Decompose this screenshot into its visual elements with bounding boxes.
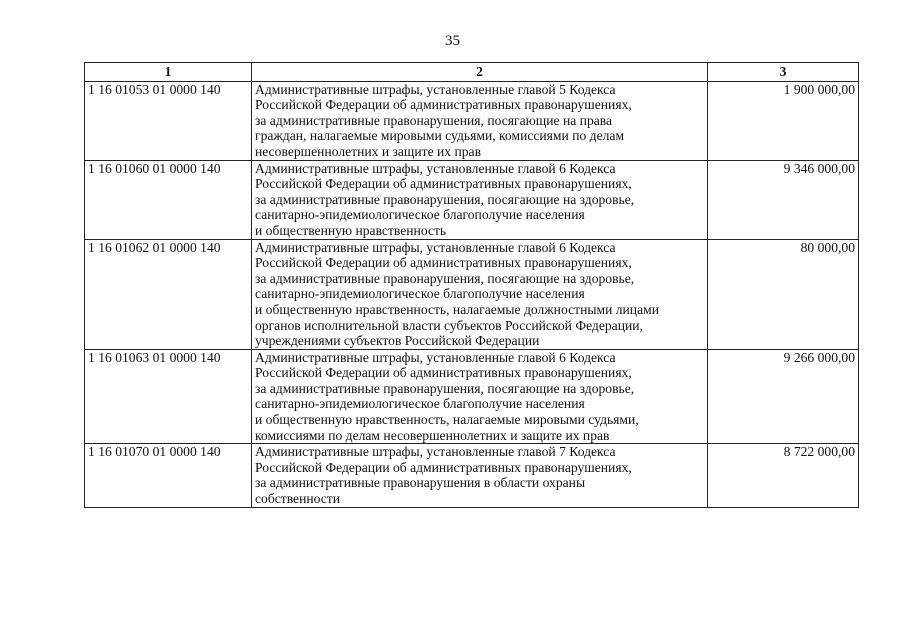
description-cell: [252, 160, 708, 239]
code-cell: 1 16 01063 01 0000 140: [85, 349, 252, 444]
description-line: учреждениями субъектов Российской Федерации: [255, 333, 540, 349]
header-col-1: 1: [85, 63, 252, 82]
description-line: Российской Федерации об административных правонарушениях,: [255, 176, 632, 192]
description-line: Российской Федерации об административных правонарушениях,: [255, 365, 632, 381]
description-line: Российской Федерации об административных правонарушениях,: [255, 97, 632, 113]
header-col-3: 3: [708, 63, 859, 82]
code-cell: 1 16 01062 01 0000 140: [85, 239, 252, 349]
description-line: санитарно-эпидемиологическое благополучие населения: [255, 207, 585, 223]
description-line: за административные правонарушения, посягающие на здоровье,: [255, 380, 635, 396]
description-line: за административные правонарушения, посягающие на права: [255, 112, 613, 128]
code-cell: 1 16 01053 01 0000 140: [85, 81, 252, 160]
description-line: за административные правонарушения, посягающие на здоровье,: [255, 270, 635, 286]
code-cell: 1 16 01070 01 0000 140: [85, 444, 252, 507]
description-cell: [252, 239, 708, 349]
description-line: и общественную нравственность: [255, 222, 447, 238]
amount-cell: 9 266 000,00: [708, 349, 859, 444]
header-col-2: 2: [252, 63, 708, 82]
amount-cell: 1 900 000,00: [708, 81, 859, 160]
code-cell: 1 16 01060 01 0000 140: [85, 160, 252, 239]
description-line: Российской Федерации об административных правонарушениях,: [255, 255, 632, 271]
table-row: [85, 81, 859, 160]
amount-cell: 80 000,00: [708, 239, 859, 349]
description-cell: [252, 349, 708, 444]
description-line: Административные штрафы, установленные главой 5 Кодекса: [255, 81, 616, 97]
description-line: Административные штрафы, установленные главой 6 Кодекса: [255, 160, 616, 176]
description-line: Российской Федерации об административных правонарушениях,: [255, 459, 632, 475]
description-line: Административные штрафы, установленные главой 6 Кодекса: [255, 239, 616, 255]
table-row: [85, 444, 859, 507]
description-cell: [252, 444, 708, 507]
budget-table: [84, 62, 859, 508]
description-line: комиссиями по делам несовершеннолетних и защите их прав: [255, 427, 610, 443]
table-header-row: [85, 63, 859, 82]
amount-cell: 8 722 000,00: [708, 444, 859, 507]
table-row: [85, 239, 859, 349]
table-row: [85, 349, 859, 444]
description-line: собственности: [255, 491, 341, 507]
page-number: 35: [445, 33, 460, 49]
description-line: несовершеннолетних и защите их прав: [255, 143, 482, 159]
description-line: Административные штрафы, установленные главой 7 Кодекса: [255, 444, 616, 460]
description-line: за административные правонарушения, посягающие на здоровье,: [255, 191, 635, 207]
description-line: Административные штрафы, установленные главой 6 Кодекса: [255, 349, 616, 365]
description-line: санитарно-эпидемиологическое благополучие населения: [255, 286, 585, 302]
description-line: санитарно-эпидемиологическое благополучие населения: [255, 396, 585, 412]
description-line: граждан, налагаемые мировыми судьями, комиссиями по делам: [255, 128, 625, 144]
description-line: и общественную нравственность, налагаемые должностными лицами: [255, 301, 659, 317]
description-line: за административные правонарушения в области охраны: [255, 475, 586, 491]
amount-cell: 9 346 000,00: [708, 160, 859, 239]
description-line: органов исполнительной власти субъектов Российской Федерации,: [255, 317, 643, 333]
description-cell: [252, 81, 708, 160]
table-row: [85, 160, 859, 239]
description-line: и общественную нравственность, налагаемые мировыми судьями,: [255, 412, 639, 428]
